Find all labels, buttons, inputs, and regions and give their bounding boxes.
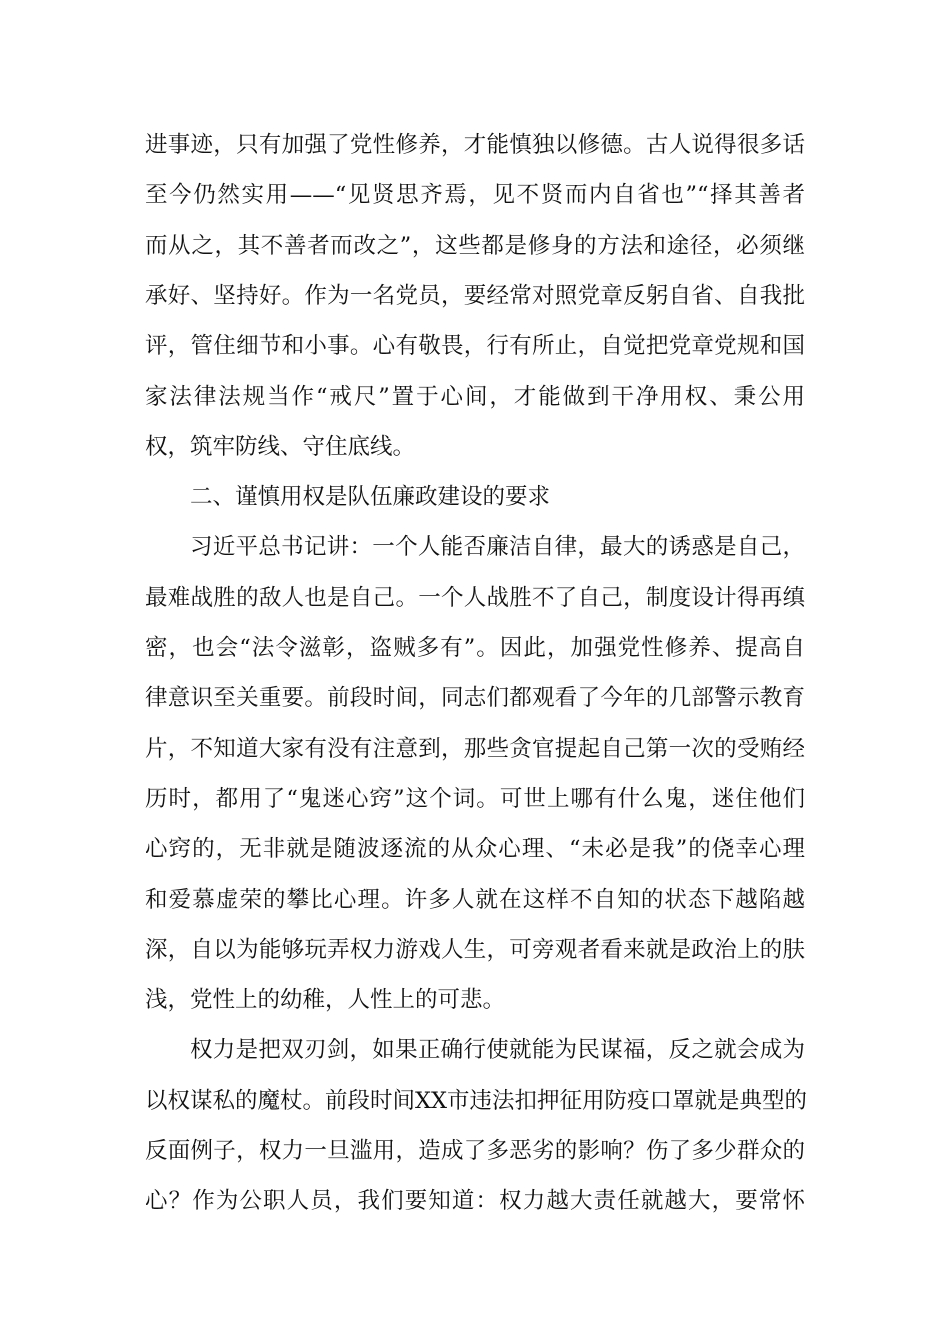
paragraph-line: 心？作为公职人员，我们要知道：权力越大责任就越大，要常怀 [145, 1188, 805, 1215]
paragraph-line: 评，管住细节和小事。心有敬畏，行有所止，自觉把党章党规和国 [145, 333, 805, 360]
paragraph-line: 至今仍然实用——“见贤思齐焉，见不贤而内自省也”“择其善者 [145, 182, 805, 209]
paragraph-line: 和爱慕虚荣的攀比心理。许多人就在这样不自知的状态下越陷越 [145, 886, 805, 913]
paragraph-line: 承好、坚持好。作为一名党员，要经常对照党章反躬自省、自我批 [145, 282, 805, 309]
paragraph-line: 律意识至关重要。前段时间，同志们都观看了今年的几部警示教育 [145, 685, 805, 712]
paragraph-line: 权，筑牢防线、守住底线。 [145, 433, 416, 460]
paragraph-line: 心窍的，无非就是随波逐流的从众心理、“未必是我”的侥幸心理 [145, 836, 805, 863]
paragraph-first-line: 权力是把双刃剑，如果正确行使就能为民谋福，反之就会成为 [190, 1037, 805, 1064]
paragraph-first-line: 习近平总书记讲：一个人能否廉洁自律，最大的诱惑是自己， [190, 534, 805, 561]
paragraph-line: 浅，党性上的幼稚，人性上的可悲。 [145, 987, 506, 1014]
paragraph-line: 进事迹，只有加强了党性修养，才能慎独以修德。古人说得很多话 [145, 132, 805, 158]
paragraph-line: 以权谋私的魔杖。前段时间XX市违法扣押征用防疫口罩就是典型的 [145, 1087, 808, 1114]
paragraph-line: 最难战胜的敌人也是自己。一个人战胜不了自己，制度设计得再缜 [145, 584, 805, 611]
paragraph-line: 历时，都用了“鬼迷心窍”这个词。可世上哪有什么鬼，迷住他们 [145, 785, 805, 812]
paragraph-line: 片，不知道大家有没有注意到，那些贪官提起自己第一次的受贿经 [145, 735, 805, 762]
paragraph-first-line: 二、谨慎用权是队伍廉政建设的要求 [190, 484, 551, 511]
paragraph-line: 家法律法规当作“戒尺”置于心间，才能做到干净用权、秉公用 [145, 383, 805, 410]
paragraph-line: 而从之，其不善者而改之”，这些都是修身的方法和途径，必须继 [145, 232, 805, 259]
paragraph-line: 深，自以为能够玩弄权力游戏人生，可旁观者看来就是政治上的肤 [145, 936, 805, 963]
paragraph-line: 反面例子，权力一旦滥用，造成了多恶劣的影响？伤了多少群众的 [145, 1138, 805, 1164]
paragraph-line: 密，也会“法令滋彰，盗贼多有”。因此，加强党性修养、提高自 [145, 635, 805, 661]
